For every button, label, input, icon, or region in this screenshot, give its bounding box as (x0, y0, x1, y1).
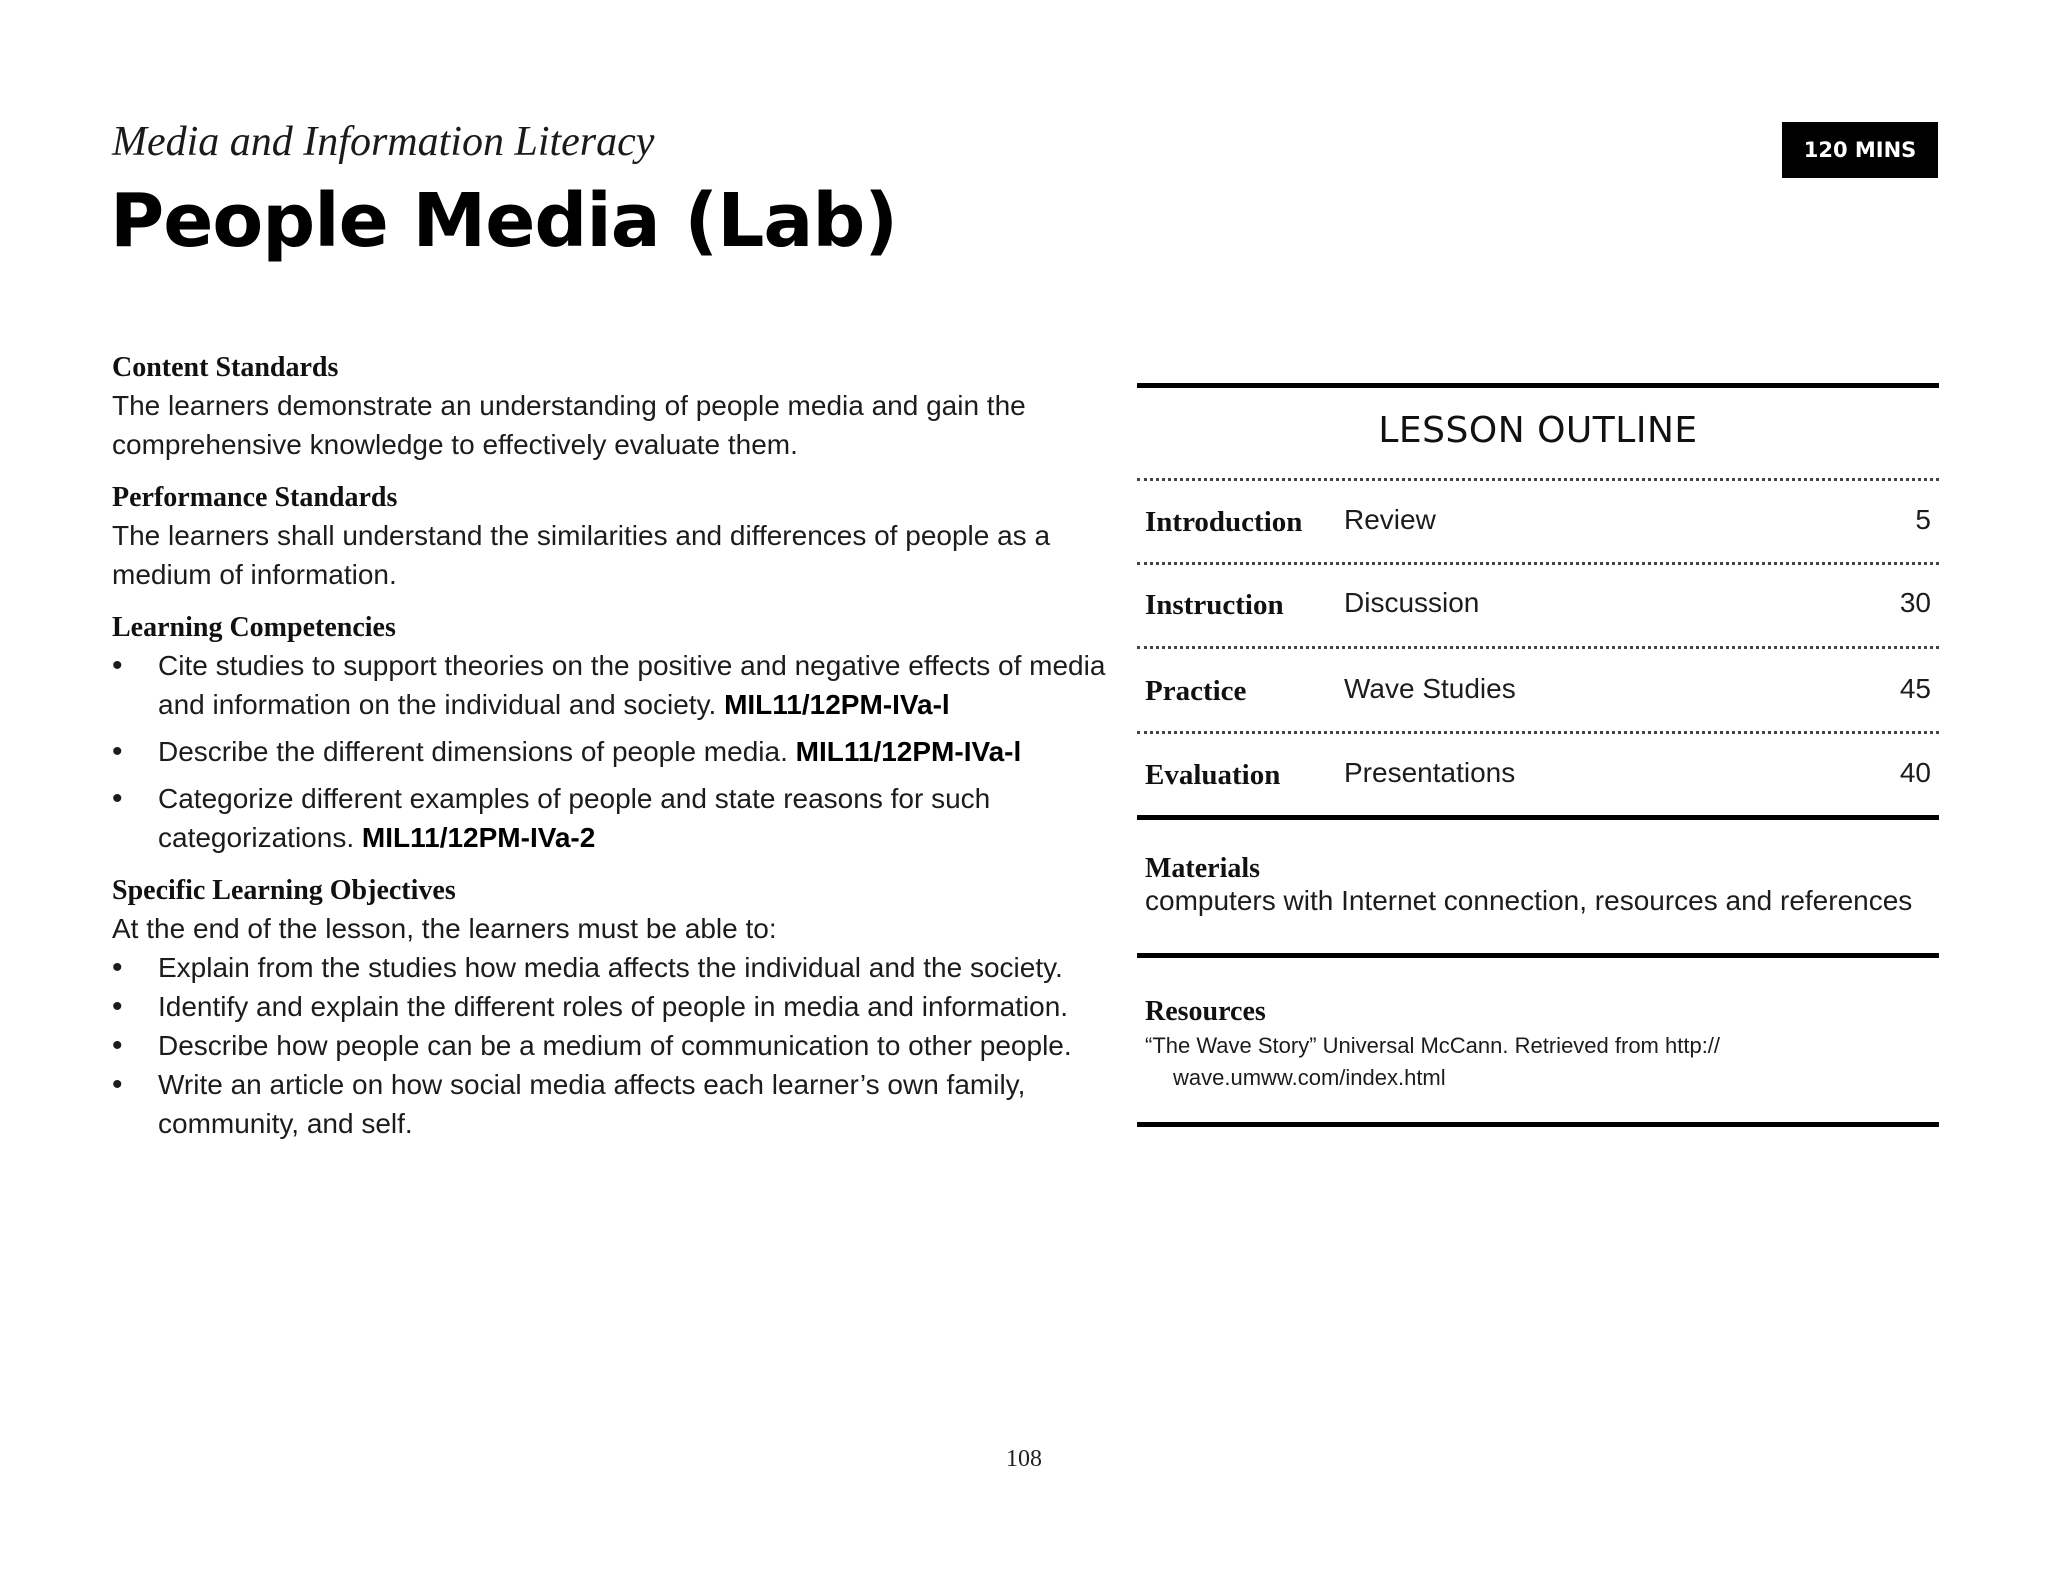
resources-heading: Resources (1145, 996, 1266, 1027)
outline-activity: Wave Studies (1344, 673, 1516, 704)
left-column (112, 350, 1122, 1159)
outline-top-rule (1137, 383, 1939, 388)
content-standards-section (112, 350, 1122, 464)
content-standards-text: The learners demonstrate an understanding of people media and gain the comprehensive knowledge to effectively evaluate them. (112, 390, 1026, 460)
duration-badge: 120 MINS (1782, 122, 1938, 178)
divider (1137, 478, 1939, 481)
list-item (112, 779, 1122, 857)
objectives-intro: At the end of the lesson, the learners must be able to: (112, 913, 777, 944)
learning-competencies-heading: Learning Competencies (112, 612, 396, 643)
materials-heading: Materials (1145, 853, 1261, 884)
divider (1137, 731, 1939, 734)
lesson-outline-title: LESSON OUTLINE (1378, 410, 1698, 451)
divider (1137, 562, 1939, 565)
divider (1137, 646, 1939, 649)
resource-line: “The Wave Story” Universal McCann. Retrieved from http:// (1145, 1033, 1721, 1058)
content-standards-heading: Content Standards (112, 352, 339, 383)
competencies-list (112, 646, 1122, 857)
performance-standards-section (112, 480, 1122, 594)
list-item: • Explain from the studies how media affects the individual and the society. (112, 948, 1122, 987)
page-number: 108 (1006, 1446, 1042, 1472)
outline-bottom-rule (1137, 815, 1939, 820)
outline-minutes: 5 (1915, 504, 1931, 535)
outline-phase: Evaluation (1145, 759, 1281, 791)
performance-standards-heading: Performance Standards (112, 482, 398, 513)
resource-line: wave.umww.com/index.html (1173, 1065, 1446, 1090)
objectives-heading: Specific Learning Objectives (112, 875, 456, 906)
table-row (1145, 671, 1931, 715)
resources-rule (1137, 1122, 1939, 1127)
outline-phase: Instruction (1145, 589, 1284, 621)
competency-code: MIL11/12PM-IVa-l (724, 689, 950, 720)
resources-text (1145, 1030, 1905, 1094)
materials-rule (1137, 953, 1939, 958)
learning-competencies-section (112, 610, 1122, 857)
outline-phase: Introduction (1145, 506, 1303, 538)
outline-activity: Discussion (1344, 587, 1480, 618)
objectives-list (112, 948, 1122, 1143)
competency-code: MIL11/12PM-IVa-l (795, 736, 1022, 767)
competency-code: MIL11/12PM-IVa-2 (361, 822, 596, 853)
subject-title: Media and Information Literacy (112, 119, 655, 165)
list-item (112, 646, 1122, 724)
competency-text: Cite studies to support theories on the positive and negative effects of media and information on the individual and society. (158, 650, 1106, 720)
performance-standards-text: The learners shall understand the similarities and differences of people as a medium of information. (112, 520, 1051, 590)
table-row (1145, 502, 1931, 546)
list-item: • Describe how people can be a medium of communication to other people. (112, 1026, 1122, 1065)
objectives-section (112, 873, 1122, 1143)
list-item: • Write an article on how social media affects each learner’s own family, community, and self. (112, 1065, 1122, 1143)
page-title: People Media (Lab) (110, 178, 898, 264)
table-row (1145, 755, 1931, 799)
outline-minutes: 40 (1899, 757, 1931, 788)
outline-minutes: 45 (1899, 673, 1931, 704)
outline-phase: Practice (1145, 675, 1247, 707)
outline-activity: Review (1344, 504, 1436, 535)
list-item (112, 732, 1122, 771)
outline-minutes: 30 (1899, 587, 1931, 618)
materials-text: computers with Internet connection, resources and references (1145, 885, 1913, 916)
table-row (1145, 585, 1931, 629)
list-item: • Identify and explain the different roles of people in media and information. (112, 987, 1122, 1026)
competency-text: Categorize different examples of people and state reasons for such categorizations. (158, 783, 991, 853)
outline-activity: Presentations (1344, 757, 1516, 788)
competency-text: Describe the different dimensions of people media. (158, 736, 788, 767)
